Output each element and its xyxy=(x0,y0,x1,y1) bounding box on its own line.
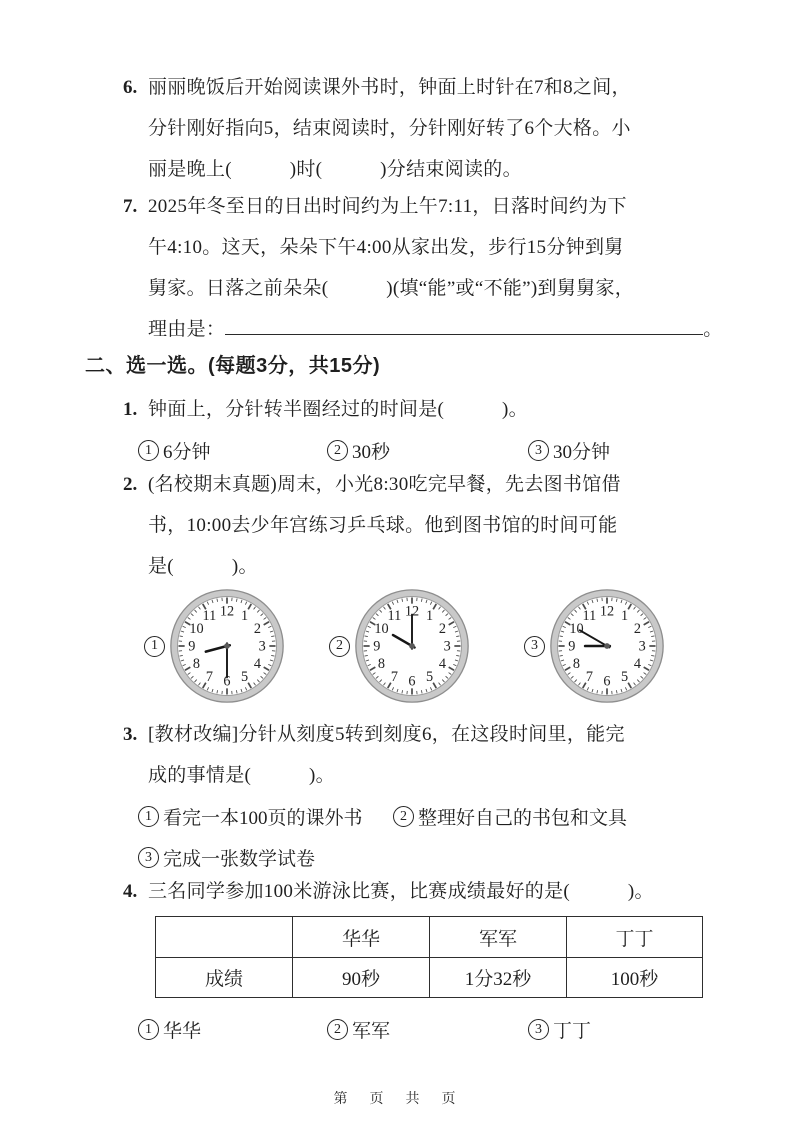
option-label: 30分钟 xyxy=(553,442,611,463)
question-number: 1. xyxy=(123,399,138,420)
option-badge: 3 xyxy=(528,440,549,461)
question-line: 2025年冬至日的日出时间约为上午7:11，日落时间约为下 xyxy=(148,196,627,217)
q4-options-row xyxy=(0,1009,793,1050)
option-badge: 3 xyxy=(138,847,159,868)
option-badge: 1 xyxy=(144,636,165,657)
svg-text:1: 1 xyxy=(426,607,434,624)
svg-text:11: 11 xyxy=(202,607,217,624)
question-line: 丽丽晚饭后开始阅读课外书时，钟面上时针在7和8之间， xyxy=(148,77,631,98)
svg-text:7: 7 xyxy=(390,668,398,685)
svg-text:9: 9 xyxy=(568,638,576,655)
question-line: 三名同学参加100米游泳比赛，比赛成绩最好的是( )。 xyxy=(148,881,654,902)
table-header-cell: 华华 xyxy=(293,917,430,958)
option-badge: 3 xyxy=(528,1019,549,1040)
question-6 xyxy=(123,67,733,190)
option-choice xyxy=(138,796,363,837)
question-line: (名校期末真题)周末，小光8:30吃完早餐，先去图书馆借 xyxy=(148,474,621,495)
question-line: 书，10:00去少年宫练习乒乓球。他到图书馆的时间可能 xyxy=(148,515,618,536)
option-label: 看完一本100页的课外书 xyxy=(163,808,363,829)
svg-text:3: 3 xyxy=(443,638,451,655)
page-footer: 第 页 共 页 xyxy=(333,1092,460,1107)
svg-text:1: 1 xyxy=(621,607,629,624)
question-line: 丽是晚上( )时( )分结束阅读的。 xyxy=(148,159,522,180)
option-badge: 2 xyxy=(393,806,414,827)
question-line: 午4:10。这天，朵朵下午4:00从家出发，步行15分钟到舅 xyxy=(148,237,624,258)
option-choice xyxy=(393,796,627,837)
reason-prefix: 理由是： xyxy=(148,319,226,340)
option-choice xyxy=(327,1009,390,1050)
svg-text:3: 3 xyxy=(258,638,266,655)
svg-text:4: 4 xyxy=(438,656,447,673)
table-cell: 100秒 xyxy=(567,958,703,998)
option-label: 丁丁 xyxy=(553,1021,592,1042)
option-badge: 2 xyxy=(329,636,350,657)
clock-option-3 xyxy=(524,586,666,706)
question-line: 成的事情是( )。 xyxy=(148,765,335,786)
question-line: 舅家。日落之前朵朵( )(填“能”或“不能”)到舅舅家， xyxy=(148,278,635,299)
table-header-cell: 丁丁 xyxy=(567,917,703,958)
svg-text:4: 4 xyxy=(633,656,642,673)
option-label: 完成一张数学试卷 xyxy=(163,849,316,870)
table-header-cell: 军军 xyxy=(430,917,567,958)
svg-text:8: 8 xyxy=(572,656,581,673)
svg-text:11: 11 xyxy=(387,607,402,624)
svg-text:5: 5 xyxy=(621,668,629,685)
table-cell: 成绩 xyxy=(156,958,293,998)
clock-face-9-50-icon xyxy=(548,587,666,705)
svg-text:2: 2 xyxy=(253,620,262,637)
svg-text:1: 1 xyxy=(241,607,249,624)
svg-text:10: 10 xyxy=(189,620,204,637)
svg-text:3: 3 xyxy=(638,638,646,655)
q3-options-row-1 xyxy=(0,796,793,837)
svg-text:8: 8 xyxy=(377,656,386,673)
svg-text:10: 10 xyxy=(569,620,584,637)
svg-text:5: 5 xyxy=(241,668,249,685)
table-cell: 90秒 xyxy=(293,958,430,998)
question-line: 分针刚好指向5，结束阅读时，分针刚好转了6个大格。小 xyxy=(148,118,631,139)
question-line: 钟面上，分针转半圈经过的时间是( )。 xyxy=(148,399,528,420)
svg-text:12: 12 xyxy=(599,603,615,620)
question-number: 7. xyxy=(123,196,138,217)
svg-text:11: 11 xyxy=(582,607,597,624)
reason-suffix: 。 xyxy=(703,319,723,340)
clock-face-10-00-icon xyxy=(353,587,471,705)
reason-line xyxy=(148,309,733,350)
svg-text:8: 8 xyxy=(192,656,201,673)
option-badge: 1 xyxy=(138,1019,159,1040)
option-badge: 1 xyxy=(138,806,159,827)
svg-text:2: 2 xyxy=(633,620,642,637)
svg-text:10: 10 xyxy=(374,620,389,637)
question-number: 4. xyxy=(123,881,138,902)
mc-question-3 xyxy=(123,714,733,796)
svg-text:7: 7 xyxy=(205,668,213,685)
svg-text:7: 7 xyxy=(585,668,593,685)
table-header-cell xyxy=(156,917,293,958)
section-title: 二、选一选。(每题3分，共15分) xyxy=(85,355,381,377)
clock-choices xyxy=(0,586,793,710)
svg-text:2: 2 xyxy=(438,620,447,637)
question-7 xyxy=(123,186,733,350)
table-header-row xyxy=(156,917,703,958)
question-number: 2. xyxy=(123,474,138,495)
option-badge: 2 xyxy=(327,440,348,461)
svg-text:9: 9 xyxy=(188,638,196,655)
option-badge: 1 xyxy=(138,440,159,461)
svg-text:12: 12 xyxy=(404,603,420,620)
svg-text:4: 4 xyxy=(253,656,262,673)
results-table xyxy=(155,916,703,998)
clock-option-2 xyxy=(329,586,471,706)
svg-text:5: 5 xyxy=(426,668,434,685)
mc-question-1 xyxy=(123,389,733,430)
option-badge: 2 xyxy=(327,1019,348,1040)
mc-question-2 xyxy=(123,464,733,587)
question-line: [教材改编]分针从刻度5转到刻度6，在这段时间里，能完 xyxy=(148,724,625,745)
option-choice xyxy=(528,1009,591,1050)
svg-text:12: 12 xyxy=(219,603,235,620)
option-badge: 3 xyxy=(524,636,545,657)
clock-option-1 xyxy=(144,586,286,706)
question-line: 是( )。 xyxy=(148,556,258,577)
table-row xyxy=(156,958,703,998)
svg-text:6: 6 xyxy=(408,673,416,690)
option-choice xyxy=(138,1009,201,1050)
clock-face-8-30-icon xyxy=(168,587,286,705)
mc-question-4 xyxy=(123,871,733,912)
option-label: 军军 xyxy=(352,1021,391,1042)
svg-text:6: 6 xyxy=(223,673,231,690)
svg-text:9: 9 xyxy=(373,638,381,655)
svg-text:6: 6 xyxy=(603,673,611,690)
reason-blank xyxy=(225,314,703,335)
question-number: 3. xyxy=(123,724,138,745)
option-label: 华华 xyxy=(163,1021,202,1042)
option-label: 6分钟 xyxy=(163,442,211,463)
table-cell: 1分32秒 xyxy=(430,958,567,998)
option-label: 30秒 xyxy=(352,442,391,463)
question-number: 6. xyxy=(123,77,138,98)
option-label: 整理好自己的书包和文具 xyxy=(418,808,628,829)
